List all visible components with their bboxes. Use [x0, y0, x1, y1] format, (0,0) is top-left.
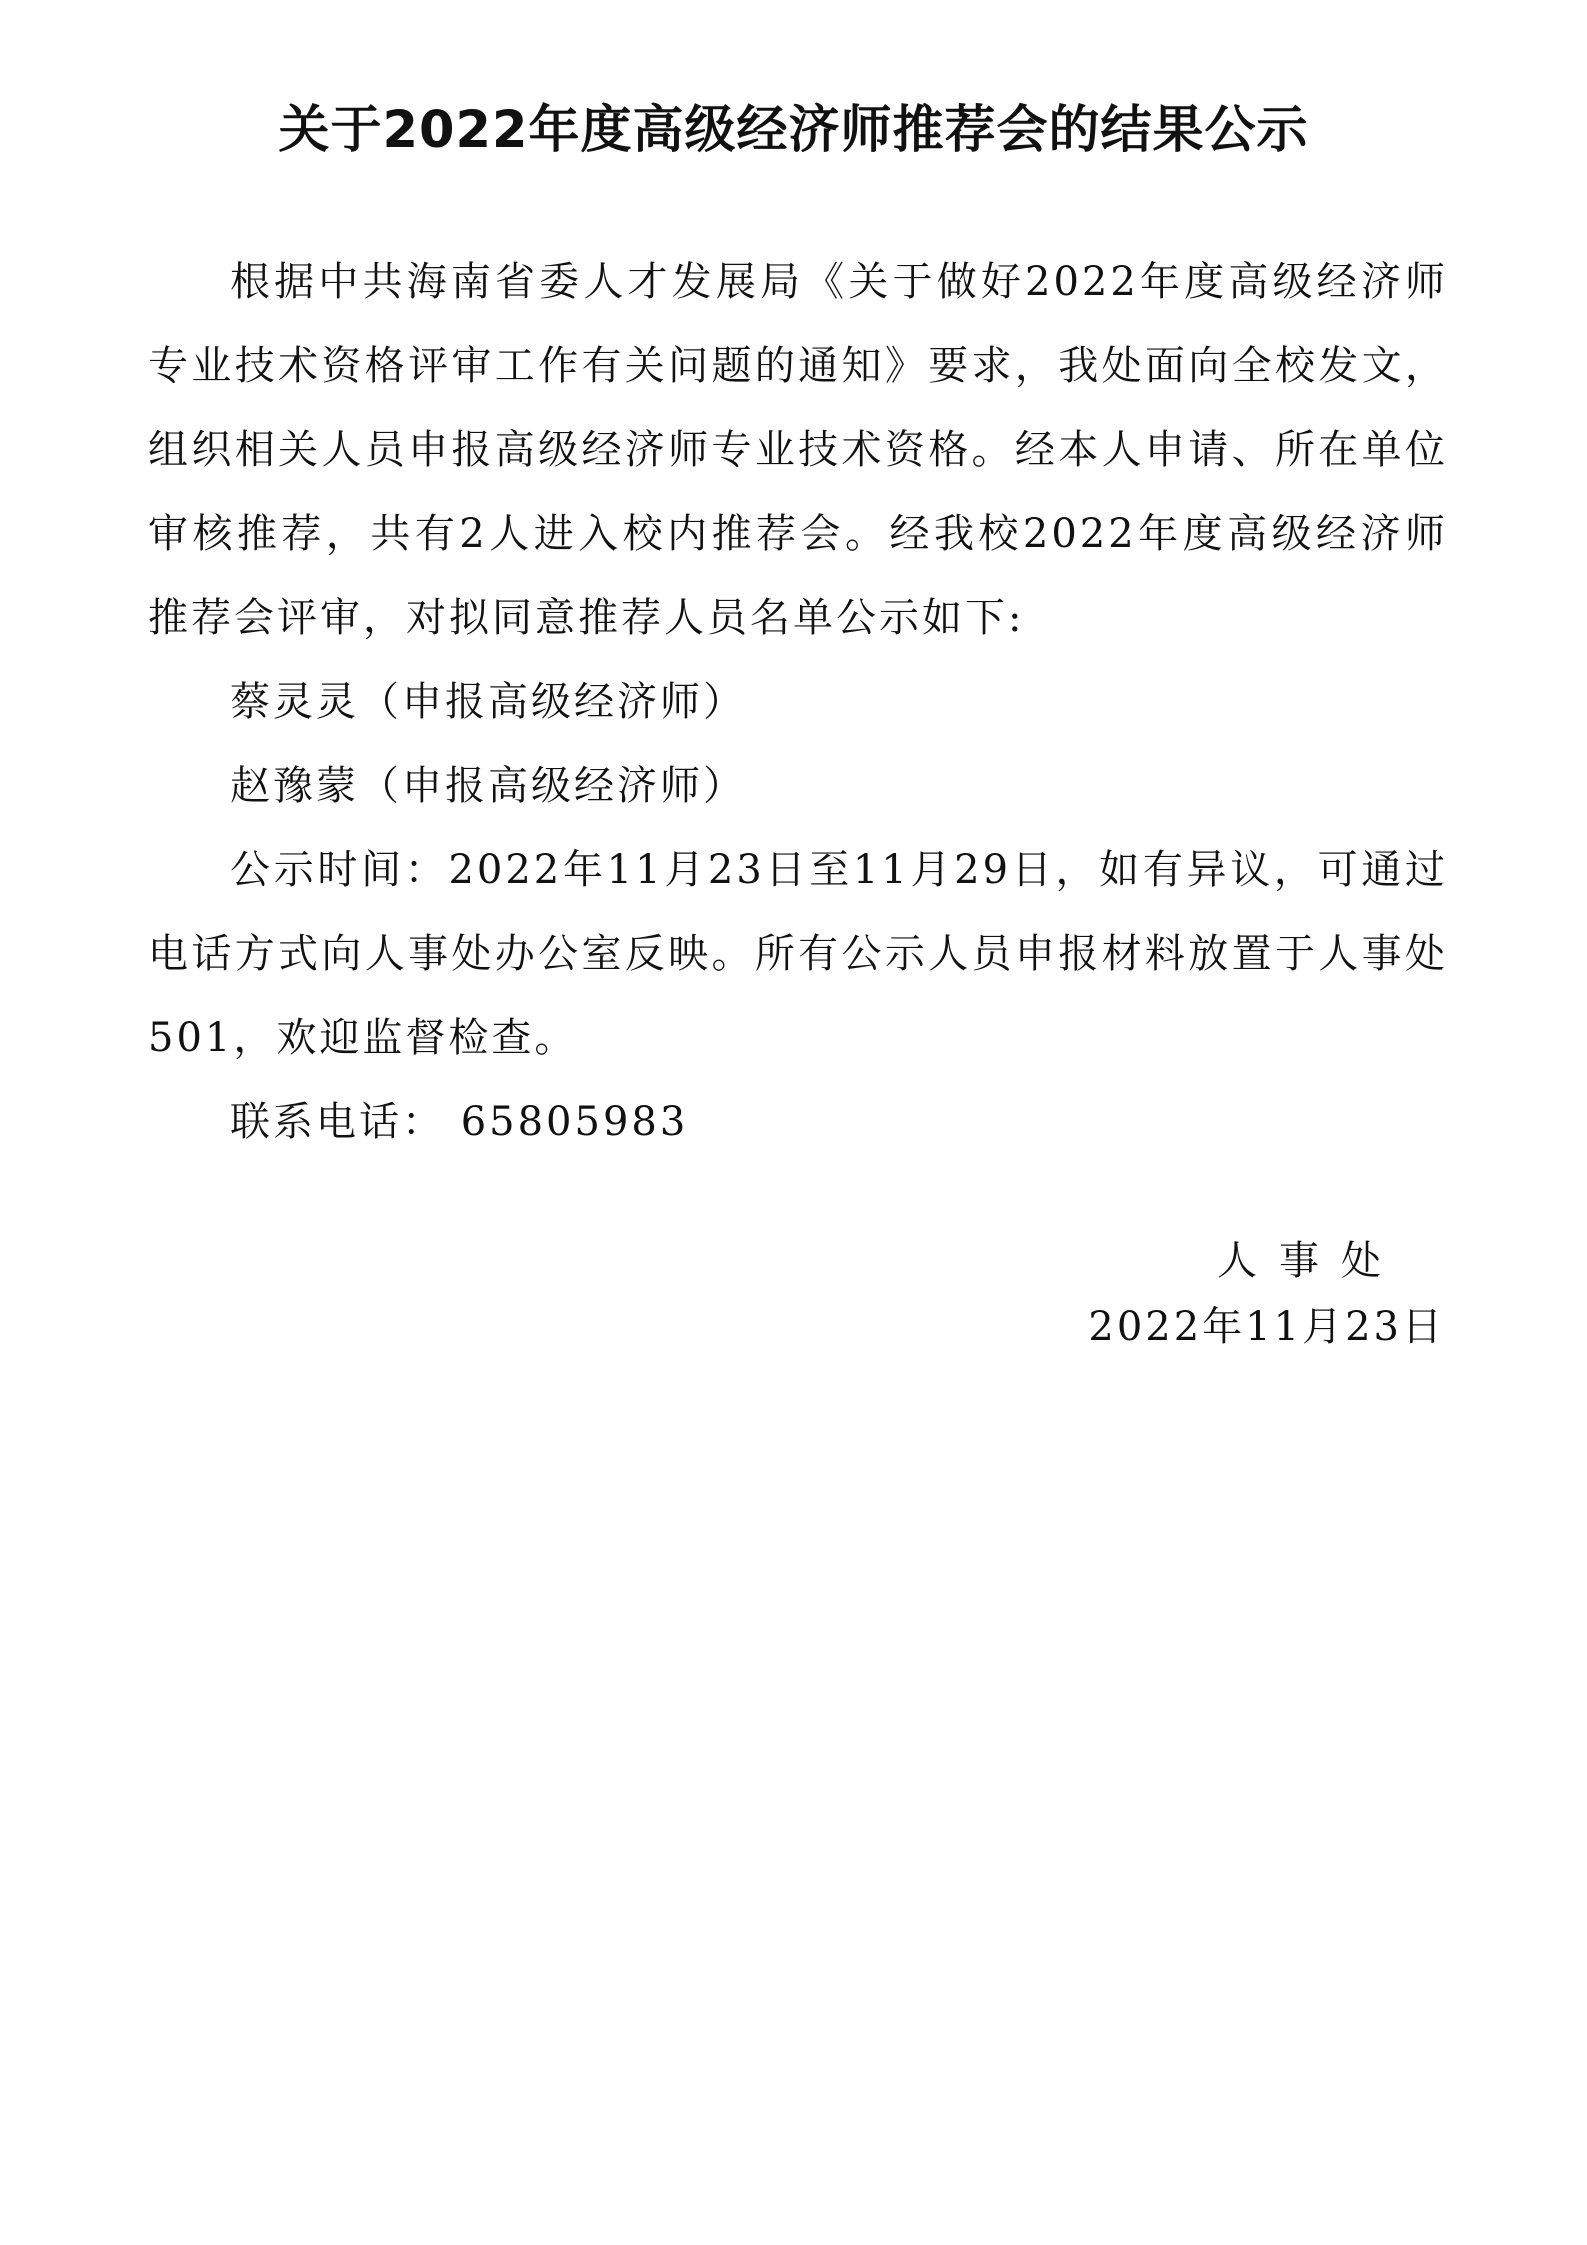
document-body [148, 240, 1448, 1164]
candidate-2: 赵豫蒙（申报高级经济师） [230, 763, 746, 809]
signature-department: 人事处 [1217, 1238, 1403, 1284]
contact-phone: 联系电话： 65805983 [230, 1099, 689, 1145]
signature-date: 2022年11月23日 [1088, 1304, 1445, 1350]
signature-block [1000, 1228, 1445, 1360]
candidate-1: 蔡灵灵（申报高级经济师） [230, 679, 746, 725]
intro-paragraph: 根据中共海南省委人才发展局《关于做好2022年度高级经济师专业技术资格评审工作有关问题的通知》要求，我处面向全校发文，组织相关人员申报高级经济师专业技术资格。经本人申请、所在单位审核推荐，共有2人进入校内推荐会。经我校2022年度高级经济师推荐会评审，对拟同意推荐人员名单公示如下: [148, 259, 1448, 641]
document-title: 关于2022年度高级经济师推荐会的结果公示 [278, 101, 1309, 160]
publicity-period-paragraph: 公示时间：2022年11月23日至11月29日，如有异议，可通过电话方式向人事处办公室反映。所有公示人员申报材料放置于人事处501，欢迎监督检查。 [148, 847, 1448, 1061]
